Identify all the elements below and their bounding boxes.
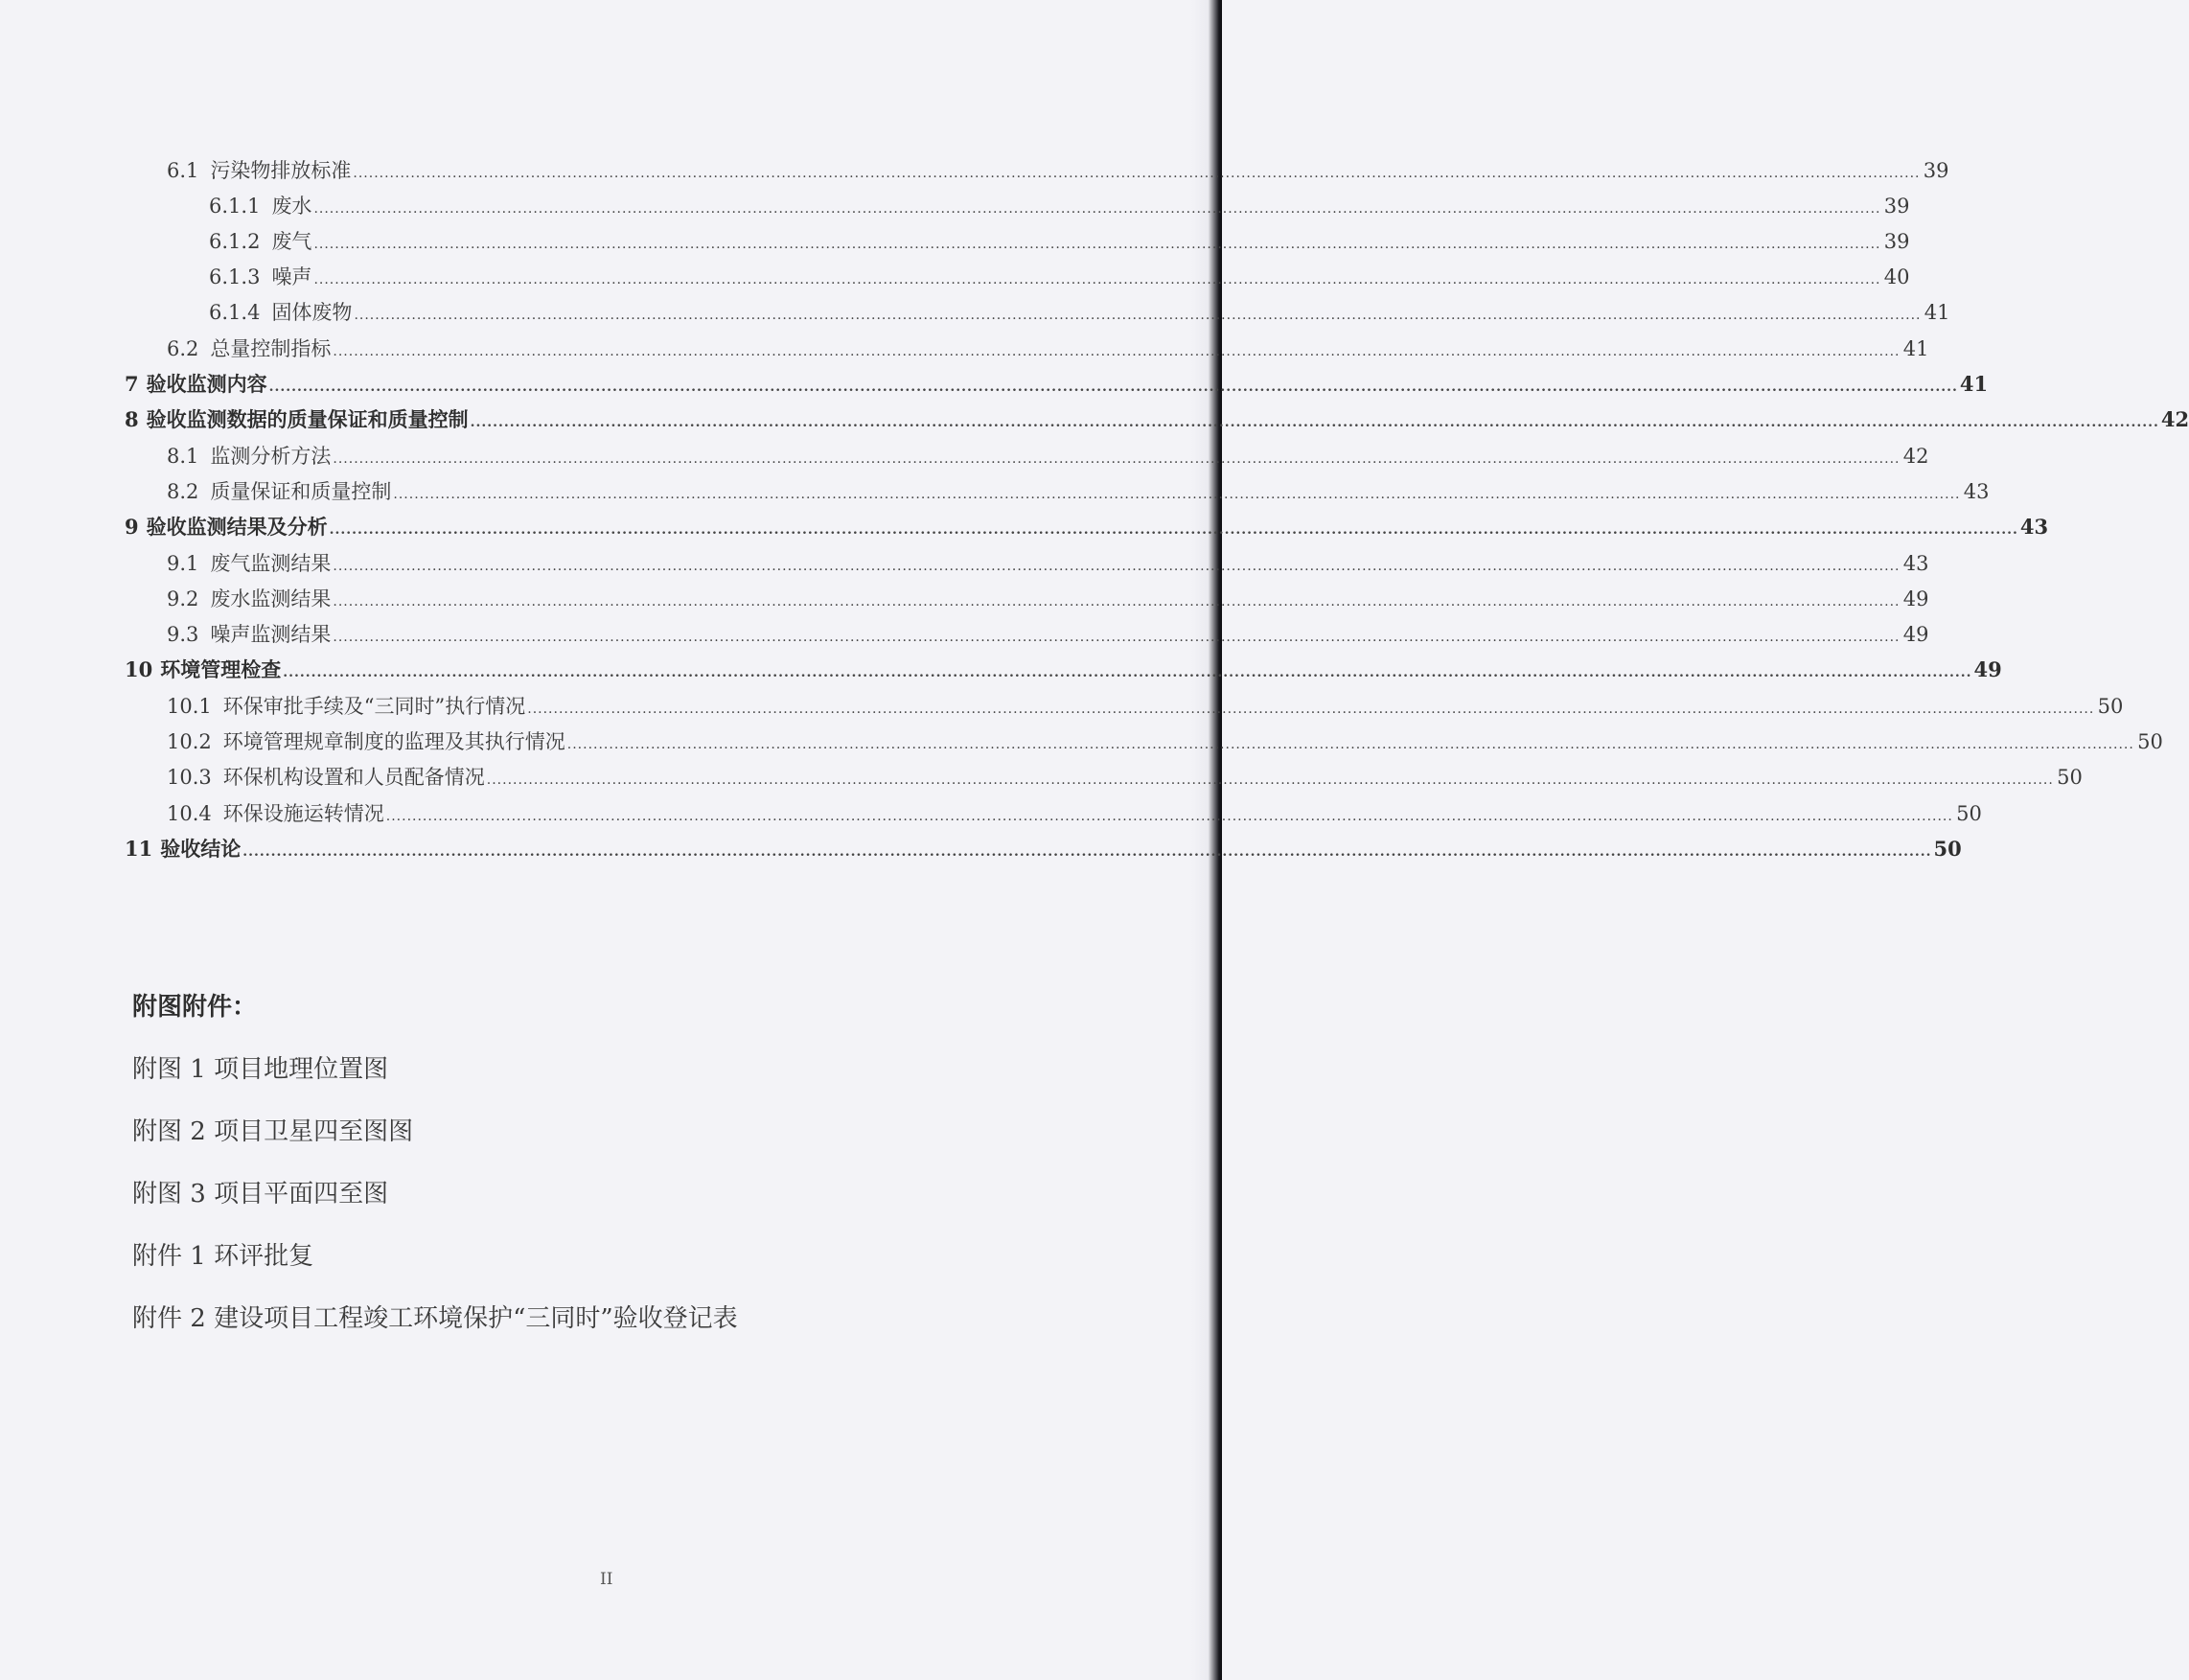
- toc-entry-page: 50: [2057, 766, 2083, 789]
- toc-entry-number: 9.2: [167, 587, 199, 610]
- toc-entry-title: 验收监测数据的质量保证和质量控制: [146, 407, 469, 431]
- toc-entry: [125, 442, 1929, 471]
- toc-entry-title: 质量保证和质量控制: [210, 480, 392, 503]
- toc-dot-leader: ............................................................................................................................................................................................................................................................................................................: [242, 844, 1932, 860]
- toc-entry-number: 6.1.1: [209, 195, 261, 218]
- toc-dot-leader: ............................................................................................................................................................................................................................................................................................................: [470, 415, 2159, 430]
- toc-entry: [125, 835, 1962, 863]
- toc-entry-title: 总量控制指标: [210, 337, 332, 360]
- toc-entry: [125, 727, 2163, 756]
- appendix-item: 附件 2 建设项目工程竣工环境保护“三同时”验收登记表: [132, 1304, 738, 1333]
- toc-dot-leader: ............................................................................................................................................................................................................................................................................................................: [329, 522, 2018, 538]
- toc-entry-number: 10.3: [167, 766, 212, 789]
- toc-dot-leader: ............................................................................................................................................................................................................................................................................................................: [313, 237, 1881, 252]
- toc-entry: [125, 763, 2083, 792]
- toc-entry-page: 39: [1883, 230, 1910, 253]
- toc-entry: [125, 656, 2002, 684]
- toc-entry: [125, 477, 1990, 506]
- toc-entry-number: 6.1.4: [209, 301, 261, 324]
- toc-entry-title: 验收监测结果及分析: [146, 515, 328, 539]
- toc-entry-number: 9.3: [167, 623, 199, 646]
- toc-entry-page: 50: [2097, 695, 2124, 718]
- toc-entry-number: 6.1.2: [209, 230, 261, 253]
- toc-entry-page: 49: [1902, 623, 1929, 646]
- toc-entry-title: 废气: [271, 230, 312, 253]
- toc-entry-title: 验收结论: [160, 837, 242, 861]
- toc-entry-page: 50: [1956, 802, 1982, 825]
- toc-entry: [125, 549, 1929, 578]
- toc-entry: [125, 334, 1929, 363]
- toc-dot-leader: ............................................................................................................................................................................................................................................................................................................: [486, 772, 2054, 788]
- toc-dot-leader: ............................................................................................................................................................................................................................................................................................................: [333, 451, 1901, 467]
- toc-entry: [125, 227, 1910, 256]
- toc-entry-page: 39: [1923, 159, 1949, 182]
- toc-entry-title: 固体废物: [271, 301, 353, 324]
- toc-entry-page: 39: [1883, 195, 1910, 218]
- toc-entry-page: 43: [2019, 515, 2049, 539]
- toc-entry-page: 49: [1973, 657, 2002, 681]
- toc-entry-number: 9: [125, 515, 139, 539]
- toc-dot-leader: ............................................................................................................................................................................................................................................................................................................: [313, 272, 1881, 288]
- toc-dot-leader: ............................................................................................................................................................................................................................................................................................................: [353, 166, 1921, 181]
- toc-entry: [125, 585, 1929, 613]
- toc-dot-leader: ............................................................................................................................................................................................................................................................................................................: [385, 809, 1953, 824]
- toc-entry-page: 41: [1959, 372, 1989, 396]
- toc-dot-leader: ............................................................................................................................................................................................................................................................................................................: [393, 487, 1961, 502]
- toc-entry-title: 环保审批手续及“三同时”执行情况: [222, 695, 526, 718]
- toc-dot-leader: ............................................................................................................................................................................................................................................................................................................: [333, 344, 1901, 359]
- toc-entry-title: 废气监测结果: [210, 552, 332, 575]
- toc-entry: [125, 513, 2049, 541]
- toc-dot-leader: ............................................................................................................................................................................................................................................................................................................: [566, 737, 2134, 752]
- toc-entry-title: 污染物排放标准: [210, 159, 352, 182]
- toc-entry: [125, 192, 1910, 220]
- toc-entry-title: 废水: [271, 195, 312, 218]
- toc-entry-title: 环境管理规章制度的监理及其执行情况: [222, 730, 565, 753]
- toc-entry-page: 43: [1902, 552, 1929, 575]
- toc-entry-number: 10.4: [167, 802, 212, 825]
- toc-entry-page: 49: [1902, 587, 1929, 610]
- toc-entry: [125, 405, 2189, 434]
- toc-entry-title: 噪声监测结果: [210, 623, 332, 646]
- toc-entry-number: 6.2: [167, 337, 199, 360]
- toc-dot-leader: ............................................................................................................................................................................................................................................................................................................: [354, 308, 1922, 323]
- toc-entry-number: 8: [125, 407, 139, 431]
- toc-entry-title: 噪声: [271, 265, 312, 288]
- toc-entry-number: 7: [125, 372, 139, 396]
- toc-entry: [125, 620, 1929, 649]
- toc-dot-leader: ............................................................................................................................................................................................................................................................................................................: [333, 630, 1901, 645]
- toc-entry-page: 50: [2137, 730, 2163, 753]
- toc-entry: [125, 263, 1910, 291]
- toc-entry-number: 10: [125, 657, 153, 681]
- toc-entry: [125, 799, 1982, 828]
- toc-entry-number: 11: [125, 837, 153, 861]
- toc-entry-title: 废水监测结果: [210, 587, 332, 610]
- toc-dot-leader: ............................................................................................................................................................................................................................................................................................................: [283, 665, 1972, 680]
- toc-entry-page: 43: [1963, 480, 1990, 503]
- appendix-item: 附件 1 环评批复: [132, 1242, 314, 1271]
- toc-entry: [125, 156, 1949, 185]
- toc-entry-number: 10.1: [167, 695, 212, 718]
- toc-entry-page: 41: [1924, 301, 1950, 324]
- appendix-item: 附图 2 项目卫星四至图图: [132, 1117, 414, 1146]
- toc-dot-leader: ............................................................................................................................................................................................................................................................................................................: [333, 594, 1901, 610]
- toc-dot-leader: ............................................................................................................................................................................................................................................................................................................: [527, 702, 2095, 717]
- toc-entry-number: 6.1: [167, 159, 199, 182]
- toc-entry-title: 环境管理检查: [160, 657, 282, 681]
- toc-entry-title: 环保机构设置和人员配备情况: [222, 766, 485, 789]
- toc-entry-page: 50: [1933, 837, 1962, 861]
- appendix-item: 附图 1 项目地理位置图: [132, 1055, 389, 1084]
- toc-entry: [125, 370, 1989, 399]
- toc-entry-number: 8.2: [167, 480, 199, 503]
- toc-dot-leader: ............................................................................................................................................................................................................................................................................................................: [333, 559, 1901, 574]
- toc-entry-page: 40: [1883, 265, 1910, 288]
- page-number: II: [600, 1570, 613, 1589]
- toc-entry-title: 验收监测内容: [146, 372, 267, 396]
- toc-entry-page: 42: [1902, 445, 1929, 468]
- toc-entry: [125, 692, 2124, 721]
- toc-entry-number: 6.1.3: [209, 265, 261, 288]
- toc-entry-number: 8.1: [167, 445, 199, 468]
- toc-entry-number: 9.1: [167, 552, 199, 575]
- appendix-item: 附图 3 项目平面四至图: [132, 1180, 389, 1208]
- toc-entry-page: 41: [1902, 337, 1929, 360]
- toc-entry-title: 监测分析方法: [210, 445, 332, 468]
- toc-entry-page: 42: [2160, 407, 2189, 431]
- toc-entry: [125, 298, 1950, 327]
- toc-entry-title: 环保设施运转情况: [222, 802, 384, 825]
- toc-dot-leader: ............................................................................................................................................................................................................................................................................................................: [268, 380, 1958, 395]
- toc-entry-number: 10.2: [167, 730, 212, 753]
- appendix-heading: 附图附件：: [132, 993, 258, 1022]
- toc-dot-leader: ............................................................................................................................................................................................................................................................................................................: [313, 201, 1881, 217]
